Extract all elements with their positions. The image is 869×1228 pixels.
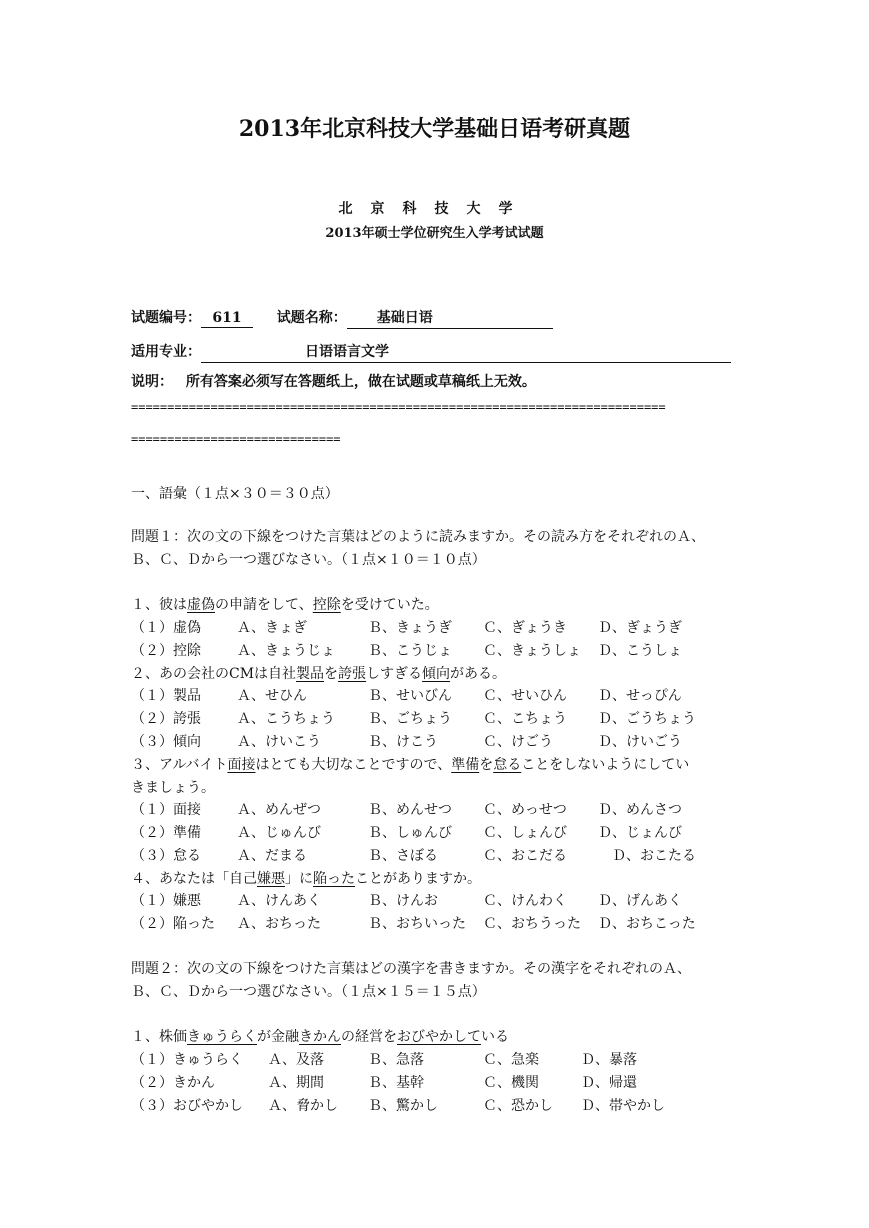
option-c: Ｃ、おちうった [483,916,581,932]
option-d: Ｄ、せっぴん [598,688,682,704]
option-d: Ｄ、めんさつ [598,802,682,818]
option-a: Ａ、めんぜつ [237,802,321,818]
option-d: Ｄ、ぎょうぎ [598,620,682,636]
option-label: （３）おびやかし [131,1098,243,1114]
option-label: （３）怠る [131,848,201,864]
option-b: Ｂ、めんせつ [368,802,452,818]
option-a: Ａ、脅かし [268,1098,338,1114]
problem2-instruction: 問題２：次の文の下線をつけた言葉はどの漢字を書きますか。その漢字をそれぞれのＡ、 [131,961,691,977]
note-row [131,371,536,391]
exam-title: 2013年硕士学位研究生入学考试试题 [325,226,544,241]
option-a: Ａ、期間 [268,1075,324,1091]
problem1-instruction: Ｂ、Ｃ、Ｄから一つ選びなさい。（１点×１０＝１０点） [131,552,486,568]
separator-line: ========================================================================== [131,400,666,414]
option-b: Ｂ、驚かし [368,1098,438,1114]
option-a: Ａ、けんあく [237,893,321,909]
option-label: （２）準備 [131,825,201,841]
name-label: 试题名称： [276,310,347,326]
university-name: 北京科技大学 [338,201,531,217]
problem2-instruction: Ｂ、Ｃ、Ｄから一つ選びなさい。（１点×１５＝１５点） [131,984,486,1000]
problem1-instruction: 問題１：次の文の下線をつけた言葉はどのように読みますか。その読み方をそれぞれのＡ、 [131,529,705,545]
option-a: Ａ、及落 [268,1052,324,1068]
question-sentence: １、彼は虚偽の申請をして、控除を受けていた。 [131,597,439,613]
option-b: Ｂ、急落 [368,1052,424,1068]
option-label: （１）嫌悪 [131,893,201,909]
option-d: Ｄ、おこたる [612,848,696,864]
option-c: Ｃ、きょうしょ [483,643,581,659]
option-b: Ｂ、きょうぎ [368,620,452,636]
note-label: 说明： [131,374,173,390]
option-a: Ａ、けいこう [237,734,321,750]
separator-line: ============================= [131,432,341,446]
option-c: Ｃ、けんわく [483,893,567,909]
option-label: （１）虚偽 [131,620,201,636]
option-c: Ｃ、しょんび [483,825,567,841]
code-value: 611 [201,310,253,328]
exam-code-row [131,307,553,329]
name-value: 基础日语 [347,307,553,329]
option-b: Ｂ、けこう [368,734,438,750]
option-label: （２）陥った [131,916,215,932]
option-a: Ａ、せひん [237,688,307,704]
option-b: Ｂ、こうじょ [368,643,452,659]
option-b: Ｂ、おちいった [368,916,466,932]
major-row [131,341,731,363]
option-a: Ａ、こうちょう [237,711,335,727]
question-sentence: ４、あなたは「自己嫌悪」に陥ったことがありますか。 [131,871,481,887]
option-c: Ｃ、恐かし [483,1098,553,1114]
section-heading: 一、語彙（１点×３０＝３０点） [131,486,339,502]
option-label: （２）控除 [131,643,201,659]
option-d: Ｄ、こうしょ [598,643,682,659]
option-a: Ａ、じゅんび [237,825,321,841]
option-d: Ｄ、じょんび [598,825,682,841]
option-c: Ｃ、急楽 [483,1052,539,1068]
option-b: Ｂ、けんお [368,893,438,909]
option-c: Ｃ、こちょう [483,711,567,727]
option-d: Ｄ、帰還 [581,1075,637,1091]
option-c: Ｃ、おこだる [483,848,567,864]
question-sentence: ２、あの会社のCMは自社製品を誇張しすぎる傾向がある。 [131,666,507,682]
major-value: 日语语言文学 [201,341,731,363]
option-a: Ａ、だまる [237,848,307,864]
option-b: Ｂ、せいびん [368,688,452,704]
option-c: Ｃ、めっせつ [483,802,567,818]
option-label: （１）面接 [131,802,201,818]
option-b: Ｂ、基幹 [368,1075,424,1091]
option-d: Ｄ、暴落 [581,1052,637,1068]
option-d: Ｄ、おちこった [598,916,696,932]
option-b: Ｂ、ごちょう [368,711,452,727]
option-label: （１）きゅうらく [131,1052,243,1068]
note-text: 所有答案必须写在答题纸上，做在试题或草稿纸上无效。 [185,374,536,390]
option-c: Ｃ、機関 [483,1075,539,1091]
option-d: Ｄ、げんあく [598,893,682,909]
option-c: Ｃ、せいひん [483,688,567,704]
option-d: Ｄ、帯やかし [581,1098,665,1114]
option-c: Ｃ、けごう [483,734,553,750]
option-a: Ａ、きょうじょ [237,643,335,659]
option-b: Ｂ、さぼる [368,848,438,864]
question-sentence: ３、アルバイト面接はとても大切なことですので、準備を怠ることをしないようにしてい [131,757,690,773]
option-b: Ｂ、しゅんび [368,825,452,841]
question-sentence-continued: きましょう。 [131,780,215,796]
code-label: 试题编号： [131,310,201,326]
option-label: （２）きかん [131,1075,215,1091]
option-label: （３）傾向 [131,734,201,750]
option-c: Ｃ、ぎょうき [483,620,567,636]
option-a: Ａ、おちった [237,916,321,932]
document-title: 2013年北京科技大学基础日语考研真题 [238,116,631,142]
major-label: 适用专业： [131,344,201,360]
option-d: Ｄ、けいごう [598,734,682,750]
option-a: Ａ、きょぎ [237,620,307,636]
option-label: （１）製品 [131,688,201,704]
option-label: （２）誇張 [131,711,201,727]
question-sentence: １、株価きゅうらくが金融きかんの経営をおびやかしている [131,1029,509,1045]
option-d: Ｄ、ごうちょう [598,711,696,727]
